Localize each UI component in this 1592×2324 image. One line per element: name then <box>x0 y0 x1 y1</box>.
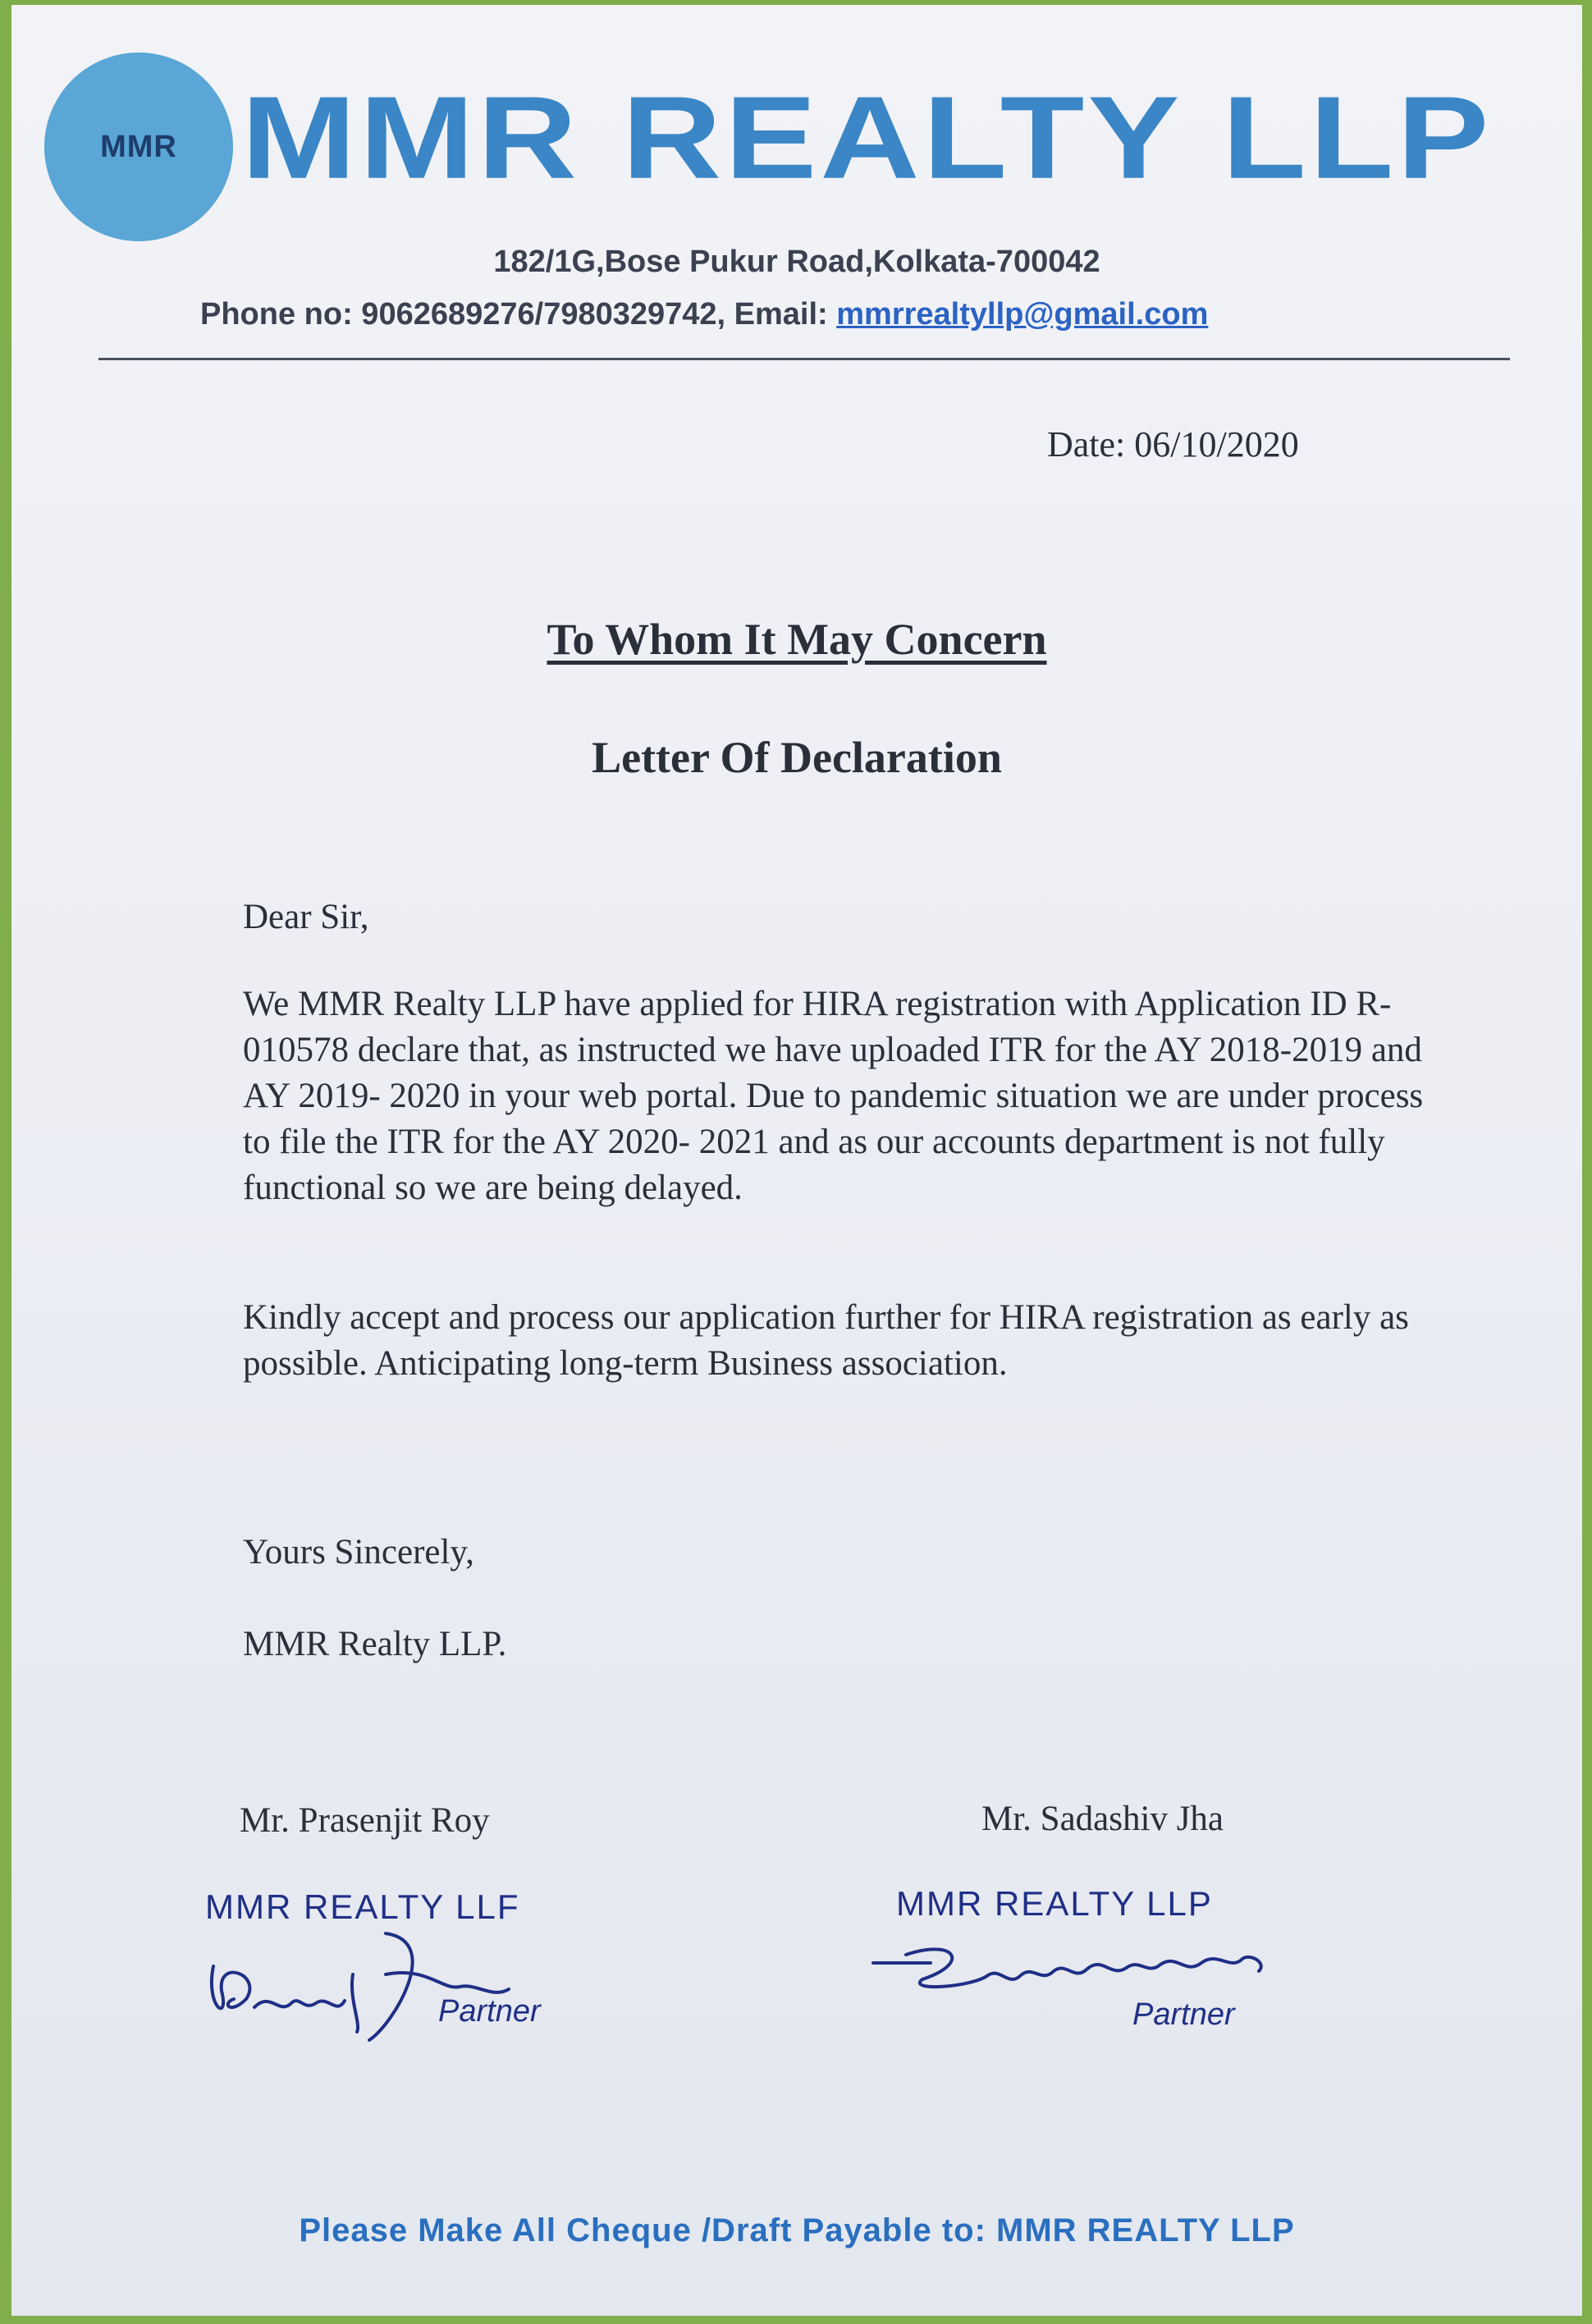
salutation: Dear Sir, <box>243 898 369 936</box>
signature-left <box>197 1925 542 2048</box>
closing-line: Yours Sincerely, <box>243 1533 474 1571</box>
closing-company: MMR Realty LLP. <box>243 1625 507 1663</box>
signatory-right-name: Mr. Sadashiv Jha <box>981 1800 1224 1838</box>
signatory-right-role: Partner <box>1132 1997 1235 2032</box>
company-name: MMR REALTY LLP <box>241 71 1493 204</box>
email-link[interactable]: mmrrealtyllp@gmail.com <box>836 297 1209 332</box>
company-contact <box>200 297 1208 332</box>
letter-page <box>11 5 1582 2316</box>
signatory-right-stamp: MMR REALTY LLP <box>896 1884 1213 1923</box>
letter-date: Date: 06/10/2020 <box>1047 424 1299 464</box>
body-paragraph-1: We MMR Realty LLP have applied for HIRA registration with Application ID R- 010578 declare that, as instructed we have uploaded ITR for the AY 2018-2019 and AY 2019- 2020 in your web portal. Due to pandemic situation we are under process to file the ITR for the AY 2020- 2021 and as our accounts department is not fully functional so we are being delayed. <box>243 985 1424 1207</box>
body-paragraph-2: Kindly accept and process our application further for HIRA registration as early as possible. Anticipating long-term Business association. <box>243 1298 1409 1383</box>
signatory-left-role: Partner <box>438 1994 541 2029</box>
company-logo <box>44 53 233 241</box>
signatory-left-stamp: MMR REALTY LLF <box>205 1887 520 1926</box>
header-divider <box>98 358 1510 360</box>
letter-title: Letter Of Declaration <box>592 733 1002 782</box>
phone-label: Phone no: 9062689276/7980329742, Email: <box>200 297 837 332</box>
payment-footer: Please Make All Cheque /Draft Payable to: MMR REALTY LLP <box>299 2212 1295 2249</box>
signatory-left-name: Mr. Prasenjit Roy <box>240 1801 490 1840</box>
company-address: 182/1G,Bose Pukur Road,Kolkata-700042 <box>493 245 1100 279</box>
logo-text: MMR <box>100 129 177 164</box>
letter-subject: To Whom It May Concern <box>547 615 1047 664</box>
